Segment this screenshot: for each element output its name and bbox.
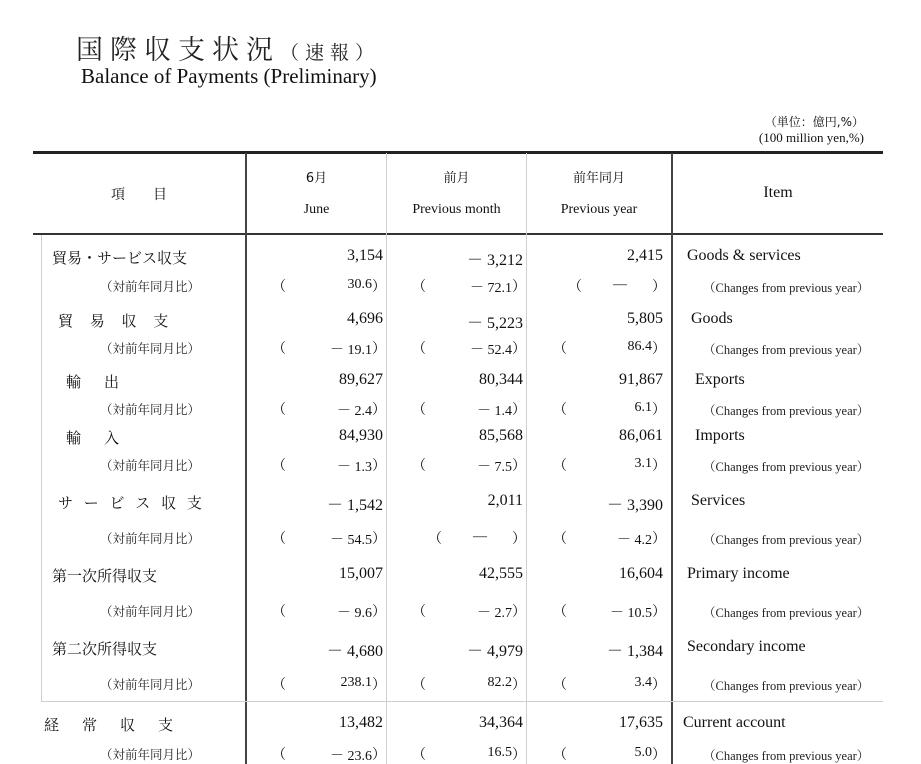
header-prev-year — [527, 167, 671, 218]
header-item-ja-text: 項 目 — [111, 187, 167, 203]
cell-prev-year: 5,805 — [627, 310, 663, 327]
row-change-label-ja: （対前年同月比） — [100, 341, 201, 356]
paren-open: （ — [553, 459, 567, 474]
cell-prev-month: 2,011 — [487, 492, 523, 509]
cell-change-june: － 19.1 — [330, 343, 372, 358]
paren-open: （ — [272, 280, 286, 295]
paren-open: （ — [412, 403, 426, 418]
cell-change-prev-month: ― — [473, 529, 487, 544]
row-label-ja: 貿易・サービス収支 — [52, 249, 188, 267]
cell-change-prev-year: ― — [613, 277, 627, 292]
paren-close: ） — [512, 403, 526, 418]
row-label-en: Imports — [695, 427, 745, 444]
cell-change-prev-month: － 1.4 — [477, 404, 512, 419]
paren-open: （ — [553, 605, 567, 620]
row-change-label-ja: （対前年同月比） — [100, 402, 201, 417]
row-change-label-ja: （対前年同月比） — [100, 677, 201, 692]
paren-close: ） — [372, 403, 386, 418]
unit-note-en: (100 million yen,%) — [758, 130, 864, 145]
cell-prev-month: － 3,212 — [466, 252, 523, 269]
row-change-label-en: （Changes from previous year） — [703, 460, 870, 474]
row-label-ja: 経 常 収 支 — [44, 716, 178, 734]
cell-change-prev-month: － 2.7 — [477, 606, 512, 621]
cell-change-prev-year: 3.4 — [634, 675, 652, 690]
row-label-en: Goods — [691, 310, 733, 327]
cell-june: 89,627 — [339, 371, 383, 388]
header-june — [247, 167, 386, 218]
cell-change-prev-year: 3.1 — [634, 456, 652, 471]
unit-note-ja: （単位：億円,%） — [764, 115, 864, 129]
cell-change-june: 30.6 — [347, 277, 372, 292]
paren-close: ） — [512, 678, 526, 693]
paren-close: ） — [372, 459, 386, 474]
cell-change-prev-month: － 7.5 — [477, 460, 512, 475]
cell-prev-month: － 5,223 — [466, 315, 523, 332]
paren-close: ） — [512, 280, 526, 295]
col-divider-june — [386, 153, 387, 764]
cell-change-prev-month: － 72.1 — [470, 281, 512, 296]
paren-open: （ — [272, 605, 286, 620]
paren-close: ） — [652, 532, 666, 547]
unit-note — [759, 114, 864, 146]
paren-close: ） — [652, 403, 666, 418]
current-account-separator — [41, 701, 883, 702]
cell-change-prev-month: 16.5 — [487, 745, 512, 760]
row-change-label-ja: （対前年同月比） — [100, 458, 201, 473]
paren-open: （ — [553, 678, 567, 693]
cell-change-prev-year: － 4.2 — [617, 533, 652, 548]
header-item-en-text: Item — [763, 184, 793, 201]
cell-change-prev-year: 86.4 — [627, 339, 652, 354]
header-item-en — [673, 184, 883, 202]
paren-open: （ — [553, 403, 567, 418]
cell-change-june: － 1.3 — [337, 460, 372, 475]
cell-prev-month: 42,555 — [479, 565, 523, 582]
title-ja-suffix: （速報） — [280, 42, 381, 64]
header-june-en: June — [303, 202, 330, 217]
cell-prev-year: 16,604 — [619, 565, 663, 582]
cell-june: － 1,542 — [326, 497, 383, 514]
header-prev-year-en: Previous year — [560, 202, 638, 217]
header-bottom-border — [33, 233, 883, 235]
title-ja-text: 国際収支状況 — [76, 35, 280, 66]
row-change-label-en: （Changes from previous year） — [703, 404, 870, 418]
cell-june: 84,930 — [339, 427, 383, 444]
header-june-ja: 6月 — [305, 171, 328, 186]
paren-close: ） — [372, 605, 386, 620]
cell-prev-month: 85,568 — [479, 427, 523, 444]
col-divider-item-en — [671, 153, 673, 764]
cell-change-prev-year: 5.0 — [634, 745, 652, 760]
paren-open: （ — [412, 605, 426, 620]
row-label-en: Secondary income — [687, 638, 806, 655]
cell-change-june: － 23.6 — [330, 749, 372, 764]
row-label-en: Primary income — [687, 565, 790, 582]
row-label-en: Services — [691, 492, 746, 509]
col-divider-item — [245, 153, 247, 764]
row-change-label-en: （Changes from previous year） — [703, 281, 870, 295]
cell-change-june: － 54.5 — [330, 533, 372, 548]
header-prev-year-ja: 前年同月 — [572, 171, 625, 186]
header-item-ja — [33, 184, 245, 204]
row-change-label-en: （Changes from previous year） — [703, 606, 870, 620]
cell-prev-year: 86,061 — [619, 427, 663, 444]
paren-close: ） — [512, 748, 526, 763]
paren-open: （ — [553, 748, 567, 763]
cell-june: － 4,680 — [326, 643, 383, 660]
row-label-ja: 輸 出 — [66, 373, 124, 391]
paren-open: （ — [553, 342, 567, 357]
paren-open: （ — [412, 280, 426, 295]
table-top-border — [33, 151, 883, 154]
paren-open: （ — [412, 678, 426, 693]
header-prev-month-en: Previous month — [412, 202, 501, 217]
row-label-ja: 第一次所得収支 — [52, 567, 158, 585]
paren-close: ） — [372, 342, 386, 357]
cell-change-prev-year: － 10.5 — [610, 606, 652, 621]
cell-prev-month: 80,344 — [479, 371, 523, 388]
cell-prev-year: － 1,384 — [606, 643, 663, 660]
row-change-label-ja: （対前年同月比） — [100, 531, 201, 546]
page-title-en: Balance of Payments (Preliminary) — [81, 64, 377, 88]
paren-close: ） — [652, 342, 666, 357]
cell-june: 4,696 — [347, 310, 383, 327]
paren-close: ） — [372, 748, 386, 763]
row-label-ja: 貿 易 収 支 — [58, 312, 175, 330]
cell-prev-year: 2,415 — [627, 247, 663, 264]
cell-change-june: － 9.6 — [337, 606, 372, 621]
paren-close: ） — [652, 280, 666, 295]
cell-change-june: － 2.4 — [337, 404, 372, 419]
cell-june: 15,007 — [339, 565, 383, 582]
paren-open: （ — [412, 748, 426, 763]
paren-close: ） — [652, 748, 666, 763]
header-prev-month — [387, 167, 526, 218]
paren-open: （ — [272, 678, 286, 693]
paren-close: ） — [372, 280, 386, 295]
row-label-ja: 輸 入 — [66, 429, 124, 447]
page-title-ja — [76, 28, 380, 67]
cell-change-june: 238.1 — [340, 675, 372, 690]
row-label-en: Goods & services — [687, 247, 801, 264]
row-label-ja: サ ー ビ ス 収 支 — [58, 494, 205, 512]
paren-open: （ — [272, 459, 286, 474]
cell-june: 13,482 — [339, 714, 383, 731]
row-change-label-en: （Changes from previous year） — [703, 343, 870, 357]
paren-close: ） — [372, 678, 386, 693]
row-change-label-ja: （対前年同月比） — [100, 747, 201, 762]
cell-prev-year: 17,635 — [619, 714, 663, 731]
row-change-label-en: （Changes from previous year） — [703, 533, 870, 547]
row-change-label-ja: （対前年同月比） — [100, 279, 201, 294]
paren-open: （ — [272, 342, 286, 357]
row-label-ja: 第二次所得収支 — [52, 640, 158, 658]
paren-close: ） — [652, 605, 666, 620]
col-divider-prev-month — [526, 153, 527, 764]
paren-open: （ — [412, 459, 426, 474]
paren-open: （ — [412, 342, 426, 357]
paren-close: ） — [512, 459, 526, 474]
row-change-label-en: （Changes from previous year） — [703, 679, 870, 693]
paren-open: （ — [272, 403, 286, 418]
paren-close: ） — [512, 605, 526, 620]
paren-close: ） — [512, 342, 526, 357]
paren-open: （ — [553, 532, 567, 547]
cell-prev-year: － 3,390 — [606, 497, 663, 514]
row-label-en: Current account — [683, 714, 786, 731]
paren-close: ） — [652, 459, 666, 474]
left-bracket-line — [41, 235, 42, 701]
cell-prev-year: 91,867 — [619, 371, 663, 388]
paren-open: （ — [272, 748, 286, 763]
cell-prev-month: 34,364 — [479, 714, 523, 731]
header-prev-month-ja: 前月 — [443, 171, 470, 186]
paren-open: （ — [568, 280, 582, 295]
row-label-en: Exports — [695, 371, 745, 388]
cell-change-prev-year: 6.1 — [634, 400, 652, 415]
cell-june: 3,154 — [347, 247, 383, 264]
cell-change-prev-month: － 52.4 — [470, 343, 512, 358]
paren-close: ） — [512, 532, 526, 547]
cell-prev-month: － 4,979 — [466, 643, 523, 660]
paren-open: （ — [272, 532, 286, 547]
paren-open: （ — [428, 532, 442, 547]
paren-close: ） — [372, 532, 386, 547]
row-change-label-en: （Changes from previous year） — [703, 749, 870, 763]
cell-change-prev-month: 82.2 — [487, 675, 512, 690]
paren-close: ） — [652, 678, 666, 693]
row-change-label-ja: （対前年同月比） — [100, 604, 201, 619]
